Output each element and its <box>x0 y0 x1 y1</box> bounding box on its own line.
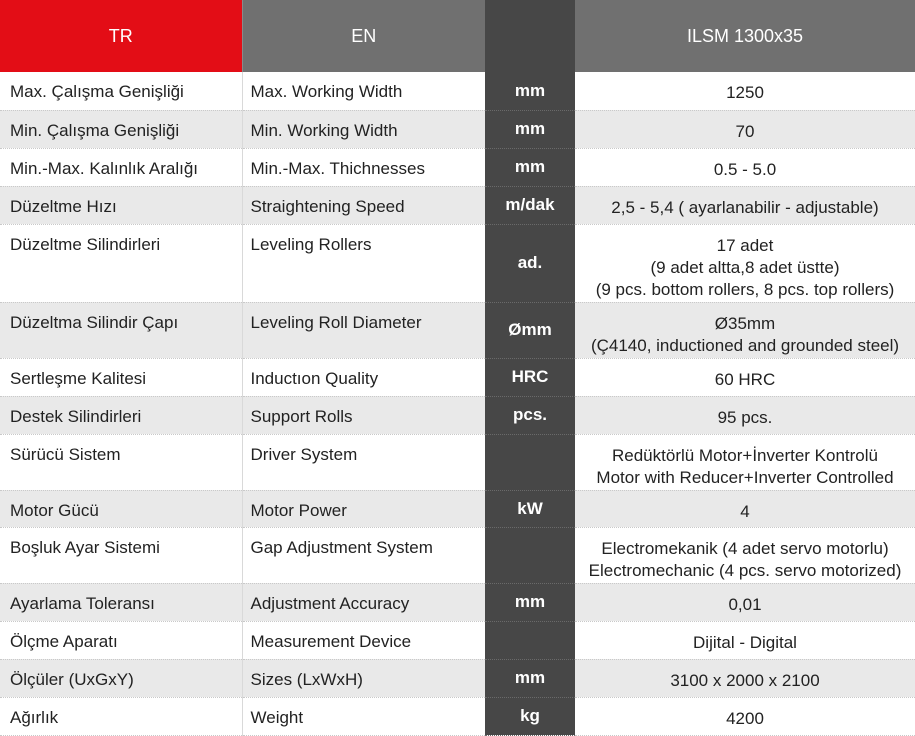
cell-unit: kg <box>485 697 575 735</box>
cell-value <box>575 396 915 434</box>
cell-unit: mm <box>485 659 575 697</box>
cell-value <box>575 697 915 735</box>
table-row <box>0 434 915 490</box>
table-row <box>0 583 915 621</box>
value-line: 2,5 - 5,4 ( ayarlanabilir - adjustable) <box>611 197 879 217</box>
cell-value <box>575 527 915 583</box>
value-line: Electromechanic (4 pcs. servo motorized) <box>588 560 902 580</box>
cell-en: Inductıon Quality <box>242 358 485 396</box>
cell-unit <box>485 621 575 659</box>
value-line: 1250 <box>726 83 764 102</box>
table-row <box>0 186 915 224</box>
table-row <box>0 224 915 302</box>
value-line: (Ç4140, inductioned and grounded steel) <box>590 335 900 355</box>
cell-tr: Sürücü Sistem <box>0 434 242 490</box>
cell-tr: Düzeltme Silindirleri <box>0 224 242 302</box>
value-line: 0,01 <box>728 594 762 614</box>
cell-value <box>575 224 915 302</box>
value-line: 0.5 - 5.0 <box>713 159 777 179</box>
cell-value <box>575 358 915 396</box>
value-line: 3100 x 2000 x 2100 <box>670 670 820 690</box>
table-header <box>0 0 915 72</box>
cell-tr: Ayarlama Toleransı <box>0 583 242 621</box>
header-model: ILSM 1300x35 <box>575 0 915 72</box>
cell-en: Measurement Device <box>242 621 485 659</box>
table-row <box>0 621 915 659</box>
cell-unit: mm <box>485 72 575 110</box>
cell-value <box>575 659 915 697</box>
cell-tr: Ölçüler (UxGxY) <box>0 659 242 697</box>
cell-unit: mm <box>485 148 575 186</box>
cell-en: Min. Working Width <box>242 110 485 148</box>
cell-value <box>575 186 915 224</box>
cell-en: Support Rolls <box>242 396 485 434</box>
cell-en: Straightening Speed <box>242 186 485 224</box>
table-row <box>0 302 915 358</box>
cell-unit <box>485 527 575 583</box>
cell-unit: ad. <box>485 224 575 302</box>
cell-unit: Ømm <box>485 302 575 358</box>
cell-unit: pcs. <box>485 396 575 434</box>
cell-tr: Min. Çalışma Genişliği <box>0 110 242 148</box>
cell-value <box>575 583 915 621</box>
value-line: Redüktörlü Motor+İnverter Kontrolü <box>612 445 878 465</box>
value-line: Dijital - Digital <box>693 632 797 652</box>
cell-en: Driver System <box>242 434 485 490</box>
table-row <box>0 396 915 434</box>
cell-unit: m/dak <box>485 186 575 224</box>
value-line: 17 adet <box>716 235 774 255</box>
cell-en: Gap Adjustment System <box>242 527 485 583</box>
cell-value <box>575 490 915 527</box>
value-line: 60 HRC <box>714 369 776 389</box>
table-row <box>0 527 915 583</box>
cell-value <box>575 72 915 110</box>
cell-en: Sizes (LxWxH) <box>242 659 485 697</box>
cell-unit: mm <box>485 110 575 148</box>
cell-en: Weight <box>242 697 485 735</box>
cell-value <box>575 434 915 490</box>
cell-value <box>575 148 915 186</box>
cell-en: Leveling Roll Diameter <box>242 302 485 358</box>
header-en: EN <box>242 0 485 72</box>
table-row <box>0 72 915 110</box>
value-line: 4 <box>740 501 750 521</box>
cell-value <box>575 621 915 659</box>
table-body <box>0 72 915 735</box>
table-row <box>0 490 915 527</box>
header-tr: TR <box>0 0 242 72</box>
table-row <box>0 110 915 148</box>
table-row <box>0 659 915 697</box>
cell-en: Max. Working Width <box>242 72 485 110</box>
cell-en: Min.-Max. Thichnesses <box>242 148 485 186</box>
cell-tr: Sertleşme Kalitesi <box>0 358 242 396</box>
cell-tr: Max. Çalışma Genişliği <box>0 72 242 110</box>
value-line: 70 <box>735 121 755 141</box>
cell-value <box>575 302 915 358</box>
cell-tr: Düzeltma Silindir Çapı <box>0 302 242 358</box>
value-line: (9 adet altta,8 adet üstte) <box>650 257 840 277</box>
value-line: Motor with Reducer+Inverter Controlled <box>596 467 894 487</box>
value-line: 4200 <box>726 708 764 728</box>
value-line: 95 pcs. <box>717 407 773 427</box>
cell-tr: Boşluk Ayar Sistemi <box>0 527 242 583</box>
cell-tr: Düzeltme Hızı <box>0 186 242 224</box>
cell-unit: mm <box>485 583 575 621</box>
cell-unit: HRC <box>485 358 575 396</box>
cell-tr: Destek Silindirleri <box>0 396 242 434</box>
table-row <box>0 358 915 396</box>
cell-value <box>575 110 915 148</box>
value-line: (9 pcs. bottom rollers, 8 pcs. top rollers) <box>595 279 895 299</box>
cell-tr: Motor Gücü <box>0 490 242 527</box>
cell-unit <box>485 434 575 490</box>
value-line: Electromekanik (4 adet servo motorlu) <box>601 538 889 558</box>
header-unit <box>485 0 575 72</box>
cell-tr: Ağırlık <box>0 697 242 735</box>
cell-unit: kW <box>485 490 575 527</box>
cell-tr: Min.-Max. Kalınlık Aralığı <box>0 148 242 186</box>
cell-en: Motor Power <box>242 490 485 527</box>
value-line: Ø35mm <box>714 313 776 333</box>
cell-tr: Ölçme Aparatı <box>0 621 242 659</box>
table-row <box>0 148 915 186</box>
cell-en: Adjustment Accuracy <box>242 583 485 621</box>
table-row <box>0 697 915 735</box>
cell-en: Leveling Rollers <box>242 224 485 302</box>
